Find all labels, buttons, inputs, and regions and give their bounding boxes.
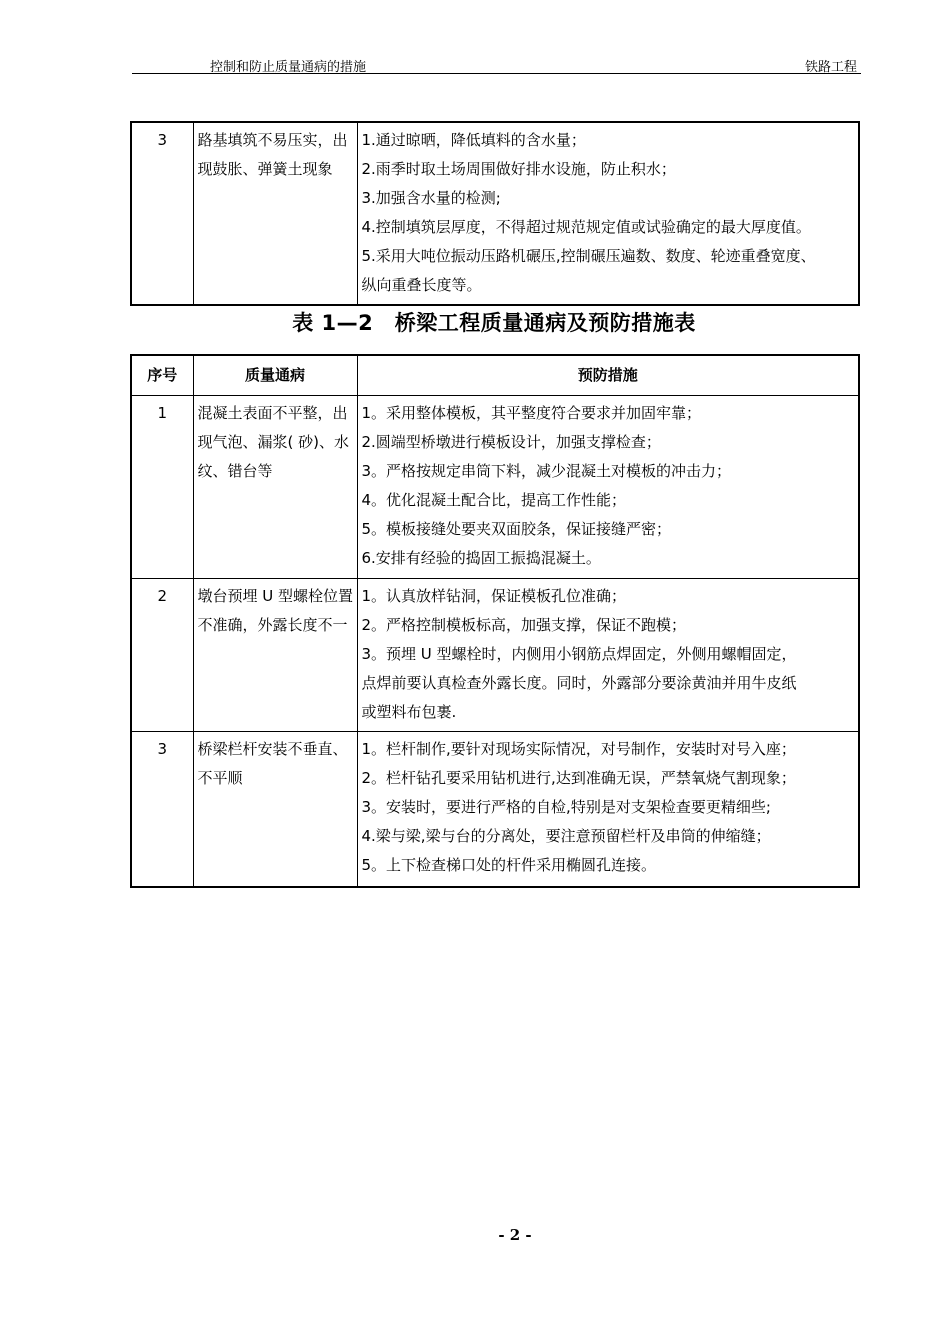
prevention-measures [357,396,859,579]
row-number: 3 [131,732,193,887]
measure-line: 2.圆端型桥墩进行模板设计，加强支撑检查； [361,433,661,451]
column-header-number: 序号 [131,355,193,396]
measure-line: 3。安装时，要进行严格的自检,特别是对支架检查要更精细些; [361,798,771,816]
page-number: - 2 - [498,1226,532,1244]
measure-line: 1。采用整体模板，其平整度符合要求并加固牢靠； [361,404,702,422]
measure-line: 4.梁与梁,梁与台的分离处，要注意预留栏杆及串筒的伸缩缝； [361,827,771,845]
measure-line: 2.雨季时取土场周围做好排水设施，防止积水； [361,160,676,178]
measure-line: 4。优化混凝土配合比，提高工作性能； [361,491,627,509]
quality-issue: 桥梁栏杆安装不垂直、不平顺 [193,732,357,887]
prevention-measures [357,122,859,305]
header-category: 铁路工程 [804,60,857,75]
header-title: 控制和防止质量通病的措施 [210,60,367,75]
prevention-measures [357,732,859,887]
subgrade-measures-table [130,121,860,306]
quality-issue: 混凝土表面不平整，出现气泡、漏浆( 砂)、水纹、错台等 [193,396,357,579]
measure-line: 3。严格按规定串筒下料，减少混凝土对模板的冲击力； [361,462,732,480]
measure-line: 5.采用大吨位振动压路机碾压,控制碾压遍数、数度、轮迹重叠宽度、 [361,247,816,265]
column-header-issue: 质量通病 [193,355,357,396]
measure-line: 纵向重叠长度等。 [361,276,482,294]
measure-line: 2。严格控制模板标高，加强支撑，保证不跑模； [361,616,687,634]
bridge-measures-table [130,354,860,888]
row-number: 3 [131,122,193,305]
prevention-measures [357,579,859,732]
measure-line: 1。栏杆制作,要针对现场实际情况，对号制作，安装时对号入座； [361,740,796,758]
table-header-row [131,355,859,396]
measure-line: 4.控制填筑层厚度，不得超过规范规定值或试验确定的最大厚度值。 [361,218,811,236]
measure-line: 1.通过晾晒，降低填料的含水量； [361,131,586,149]
row-number: 2 [131,579,193,732]
measure-line: 2。栏杆钻孔要采用钻机进行,达到准确无误，严禁氧烧气割现象； [361,769,796,787]
page-header [132,54,861,74]
table-row [131,396,859,579]
measure-line: 3.加强含水量的检测; [361,189,501,207]
measure-line: 3。预埋 U 型螺栓时，内侧用小钢筋点焊固定，外侧用螺帽固定， [361,645,797,663]
row-number: 1 [131,396,193,579]
quality-issue: 路基填筑不易压实，出现鼓胀、弹簧土现象 [193,122,357,305]
table-caption: 表 1—2 桥梁工程质量通病及预防措施表 [292,311,696,335]
table-row [131,579,859,732]
measure-line: 点焊前要认真检查外露长度。同时，外露部分要涂黄油并用牛皮纸 [361,674,797,692]
measure-line: 5。上下检查梯口处的杆件采用椭圆孔连接。 [361,856,657,874]
measure-line: 5。模板接缝处要夹双面胶条，保证接缝严密； [361,520,672,538]
column-header-measures: 预防措施 [357,355,859,396]
table-row [131,122,859,305]
table-row [131,732,859,887]
measure-line: 6.安排有经验的捣固工振捣混凝土。 [361,549,601,567]
quality-issue: 墩台预埋 U 型螺栓位置不准确，外露长度不一 [193,579,357,732]
measure-line: 或塑料布包裹. [361,703,457,721]
measure-line: 1。认真放样钻洞，保证模板孔位准确； [361,587,627,605]
